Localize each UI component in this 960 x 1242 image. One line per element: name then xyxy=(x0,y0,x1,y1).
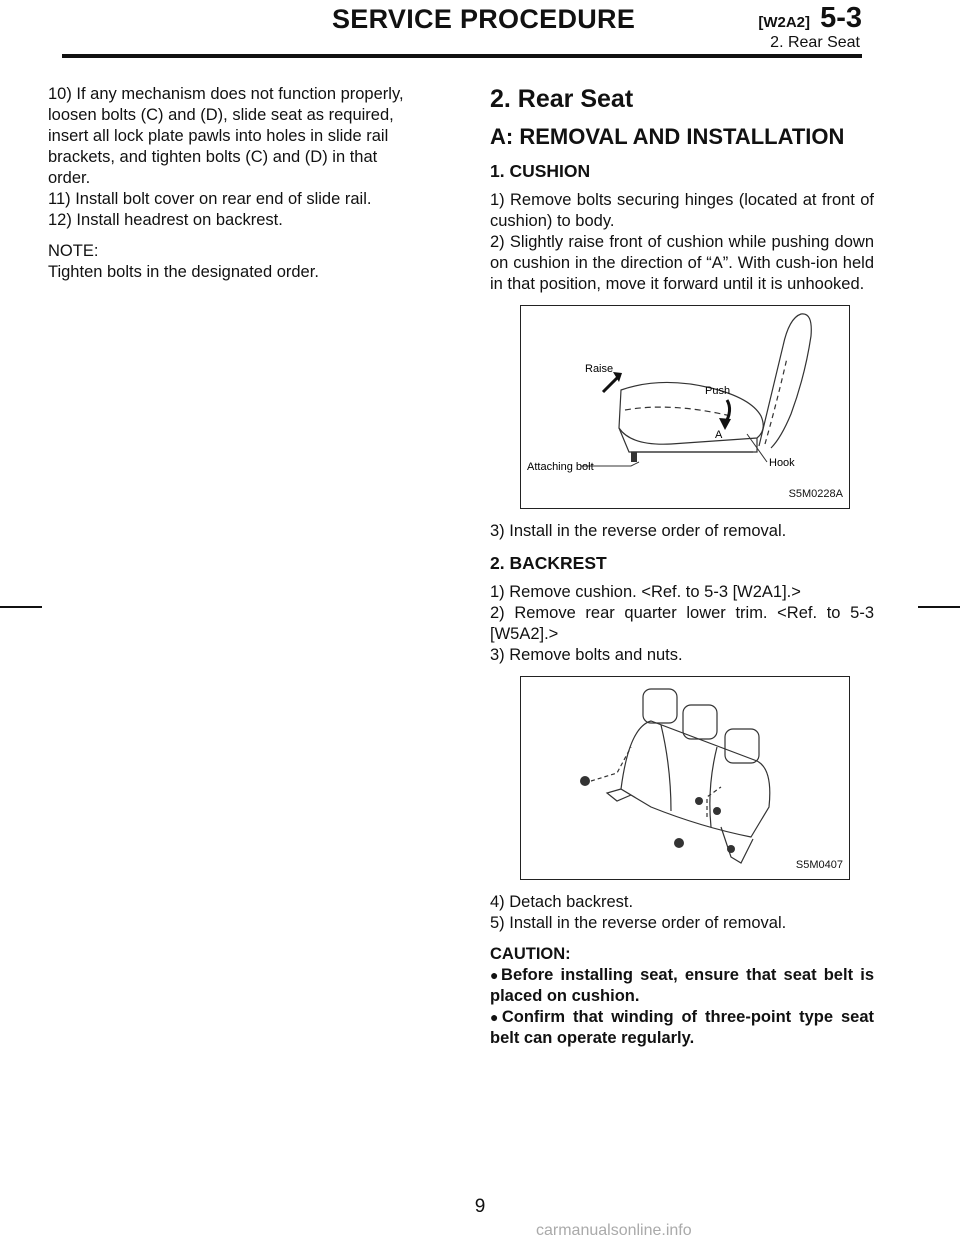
section-code: [W2A2] xyxy=(758,14,810,31)
caution-item: ●Before installing seat, ensure that seat belt is placed on cushion. xyxy=(490,966,874,1005)
backrest-step-3: 3) Remove bolts and nuts. xyxy=(490,646,683,664)
right-column xyxy=(490,84,874,1049)
attaching-bolt-label: Attaching bolt xyxy=(527,461,594,473)
nut-icon xyxy=(713,807,721,815)
note-label: NOTE: xyxy=(48,242,99,260)
figure-id: S5M0228A xyxy=(788,488,843,500)
cushion-figure xyxy=(520,305,850,509)
watermark: carmanualsonline.info xyxy=(536,1222,692,1239)
page-header-title: SERVICE PROCEDURE xyxy=(332,4,636,34)
bolt-icon xyxy=(580,776,590,786)
step-10-12-paragraph xyxy=(48,84,440,231)
text-line: loosen bolts (C) and (D), slide seat as required, xyxy=(48,106,394,124)
header-rule xyxy=(62,54,862,58)
hook-label: Hook xyxy=(769,457,795,469)
backrest-step-1: 1) Remove cushion. <Ref. to 5-3 [W2A1].> xyxy=(490,583,801,601)
section-subtitle: 2. Rear Seat xyxy=(770,34,860,51)
bolt-icon xyxy=(674,838,684,848)
caution-title: CAUTION: xyxy=(490,945,571,963)
raise-arrow-icon xyxy=(603,376,619,392)
subsection-heading: A: REMOVAL AND INSTALLATION xyxy=(490,124,845,149)
left-column xyxy=(48,84,440,283)
text-line: insert all lock plate pawls into holes in slide rail xyxy=(48,127,389,145)
cushion-step-1: 1) Remove bolts securing hinges (located at front of cushion) to body. xyxy=(490,191,874,230)
push-label: Push xyxy=(705,385,731,397)
backrest-step-4: 4) Detach backrest. xyxy=(490,893,634,911)
cushion-illustration xyxy=(521,306,849,508)
text-line: 11) Install bolt cover on rear end of slide rail. xyxy=(48,190,372,208)
section-heading: 2. Rear Seat xyxy=(490,85,634,113)
backrest-illustration xyxy=(521,677,849,879)
attaching-bolt-icon xyxy=(631,452,637,462)
crop-mark-left xyxy=(0,606,42,608)
note-text: Tighten bolts in the designated order. xyxy=(48,263,319,281)
cushion-step-3: 3) Install in the reverse order of removal. xyxy=(490,522,787,540)
backrest-figure xyxy=(520,676,850,880)
page-number: 9 xyxy=(474,1196,486,1217)
backrest-step-2: 2) Remove rear quarter lower trim. <Ref. to 5-3 [W5A2].> xyxy=(490,604,874,643)
crop-mark-right xyxy=(918,606,960,608)
cushion-heading: 1. CUSHION xyxy=(490,161,591,181)
text-line: brackets, and tighten bolts (C) and (D) in that xyxy=(48,148,378,166)
nut-icon xyxy=(695,797,703,805)
text-line: 10) If any mechanism does not function properly, xyxy=(48,85,404,103)
bullet-icon: ● xyxy=(490,1009,502,1025)
backrest-step-5: 5) Install in the reverse order of removal. xyxy=(490,914,787,932)
raise-label: Raise xyxy=(585,363,614,375)
nut-icon xyxy=(727,845,735,853)
figure-id: S5M0407 xyxy=(795,859,843,871)
cushion-step-2: 2) Slightly raise front of cushion while pushing down on cushion in the direction of “A”. With cush-ion held in that position, move it forward until it is unhooked. xyxy=(490,233,874,293)
section-number: 5-3 xyxy=(820,2,862,34)
bullet-icon: ● xyxy=(490,967,502,983)
caution-item: ●Confirm that winding of three-point type seat belt can operate regularly. xyxy=(490,1008,874,1047)
backrest-heading: 2. BACKREST xyxy=(490,553,607,573)
direction-a-label: A xyxy=(715,429,723,441)
text-line: order. xyxy=(48,169,91,187)
text-line: 12) Install headrest on backrest. xyxy=(48,211,283,229)
